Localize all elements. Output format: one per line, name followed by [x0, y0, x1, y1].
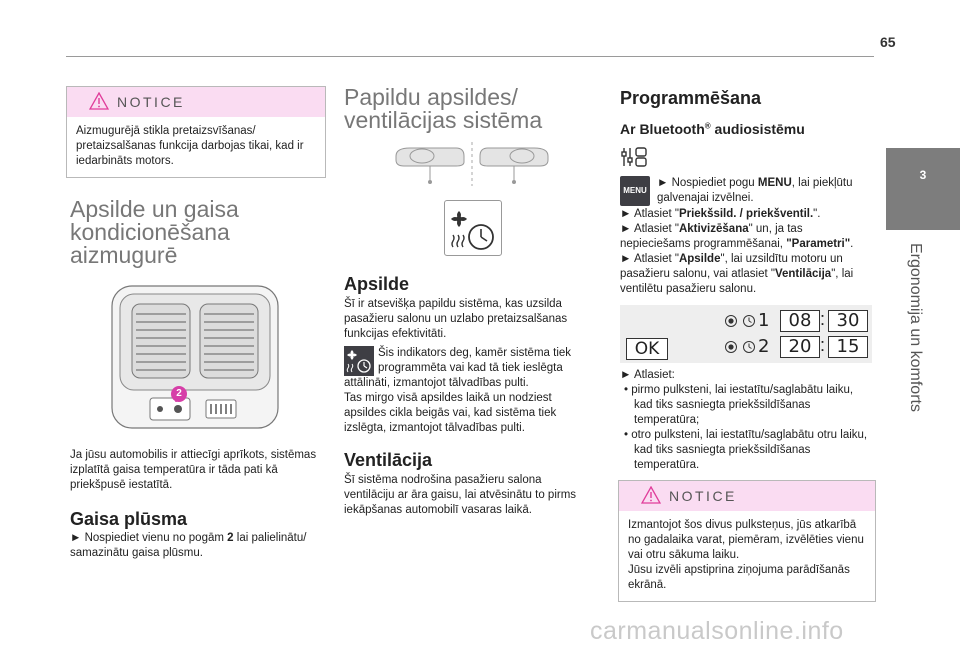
- step-3: ► Atlasiet "Aktivizēšana" un, ja tas nepieciešams programmēšanai, "Parametri".: [620, 223, 854, 250]
- fan-clock-icon: [445, 201, 501, 255]
- rear-ac-paragraph: Ja jūsu automobilis ir attiecīgi aprīkots, sistēmas izplatītā gaisa temperatūra ir tāda pati kā priekšpusē iestatītā.: [70, 449, 317, 491]
- ventilation-paragraph: Šī sistēma nodrošina pasažieru salona ventilāciju ar āra gaisu, lai atvēsinātu to pirms iekāpšanas automobilī vasaras laikā.: [344, 474, 577, 516]
- clock-1-label: 1: [758, 310, 770, 331]
- section-heading-rear-ac: Apsilde un gaisa kondicionēšana aizmugurē: [70, 196, 239, 268]
- section-heading-ventilation: Ventilācija: [344, 450, 433, 470]
- notice-title: NOTICE: [117, 94, 185, 110]
- section-heading-heating: Apsilde: [344, 274, 410, 294]
- notice-box-rear-window: [66, 86, 326, 178]
- settings-icon-box: [620, 144, 650, 170]
- chapter-number: 3: [919, 168, 927, 182]
- heating-paragraph-1: Šī ir atsevišķa papildu sistēma, kas uzsilda pasažieru salonu un uzlabo pretaizsalšanas funkcijas efektivitāti.: [344, 298, 568, 340]
- watermark: carmanualsonline.info: [590, 617, 844, 645]
- notice-text: Aizmugurējā stikla pretaizsvīšanas/ pretaizsalšanas funkcija darbojas tikai, kad ir iedarbināts motors.: [76, 125, 304, 167]
- header-rule: [66, 56, 874, 57]
- warning-icon: [89, 92, 109, 110]
- select-intro: ► Atlasiet:: [620, 369, 675, 381]
- notice-title: NOTICE: [669, 488, 737, 504]
- car-diagram: [392, 140, 552, 188]
- clock-1-colon: :: [820, 309, 826, 329]
- clock-icon: [742, 313, 756, 329]
- menu-button-label: MENU: [623, 186, 647, 195]
- rear-vent-icon: [110, 282, 280, 432]
- equalizer-settings-icon: [620, 144, 650, 170]
- timer-settings-panel: [620, 305, 872, 363]
- airflow-paragraph: ► Nospiediet vienu no pogām 2 lai palielinātu/ samazinātu gaisa plūsmu.: [70, 532, 307, 559]
- notice-box-clocks: [618, 480, 876, 602]
- notice-text: Izmantojot šos divus pulksteņus, jūs atkarībā no gadalaika varat, piemēram, izvēlēties vienu vai otru sākuma laiku. Jūsu izvēli apstiprina ziņojuma parādīšanās ekrānā.: [628, 519, 864, 591]
- step-1: ► Nospiediet pogu MENU, lai piekļūtu galvenajai izvēlnei.: [657, 177, 853, 204]
- fan-clock-small-icon: [344, 346, 374, 376]
- page-number: 65: [880, 34, 896, 50]
- step-2: ► Atlasiet "Priekšsild. / priekšventil.".: [620, 208, 821, 220]
- car-steering-icon: [392, 140, 552, 188]
- chapter-tab: [886, 148, 960, 230]
- clock-1-hours[interactable]: 08: [780, 310, 820, 332]
- rear-vent-illustration: [110, 282, 280, 432]
- menu-button[interactable]: [620, 176, 650, 206]
- radio-selected-icon[interactable]: [724, 314, 738, 328]
- clock-2-minutes[interactable]: 15: [828, 336, 868, 358]
- subheading-bluetooth: Ar Bluetooth® audiosistēmu: [620, 121, 805, 137]
- indicator-thumbnail: [344, 346, 374, 376]
- chapter-title: Ergonomija un komforts: [907, 243, 924, 412]
- section-heading-aux-heating: Papildu apsildes/ ventilācijas sistēma: [344, 84, 543, 133]
- heater-timer-indicator: [444, 200, 502, 256]
- warning-icon: [641, 486, 661, 504]
- clock-2-hours[interactable]: 20: [780, 336, 820, 358]
- notice-header: [67, 87, 325, 117]
- bullet-item: • pirmo pulksteni, lai iestatītu/saglabātu laiku, kad tiks sasniegta priekšsildīšanas temperatūra;: [624, 384, 854, 426]
- section-heading-programming: Programmēšana: [620, 88, 762, 108]
- ok-button[interactable]: OK: [626, 338, 668, 360]
- clock-icon-2: [742, 339, 756, 355]
- bullet-item: • otro pulksteni, lai iestatītu/saglabātu otru laiku, kad tiks sasniegta priekšsildīšanas temperatūra.: [624, 429, 868, 471]
- section-heading-airflow: Gaisa plūsma: [70, 509, 188, 529]
- select-list: [620, 368, 870, 473]
- clock-2-label: 2: [758, 336, 770, 357]
- steps-2-4: [620, 207, 868, 297]
- notice-header: [619, 481, 875, 511]
- callout-badge: 2: [171, 386, 187, 402]
- clock-1-minutes[interactable]: 30: [828, 310, 868, 332]
- radio-selected-icon-2[interactable]: [724, 340, 738, 354]
- step-4: ► Atlasiet "Apsilde", lai uzsildītu motoru un pasažieru salonu, vai atlasiet "Ventilācija", lai ventilētu pasažieru salonu.: [620, 253, 854, 295]
- heating-paragraph-2a: Šis indikators deg, kamēr sistēma tiek programmēta vai kad tā tiek ieslēgta: [378, 347, 572, 374]
- heating-paragraph-2b: attālināti, izmantojot tālvadības pulti.: [344, 377, 529, 389]
- clock-2-colon: :: [820, 335, 826, 355]
- heating-paragraph-3: Tas mirgo visā apsildes laikā un nodziest apsildes cikla beigās vai, kad sistēma tiek izslēgta, izmantojot tālvadības pulti.: [344, 392, 557, 434]
